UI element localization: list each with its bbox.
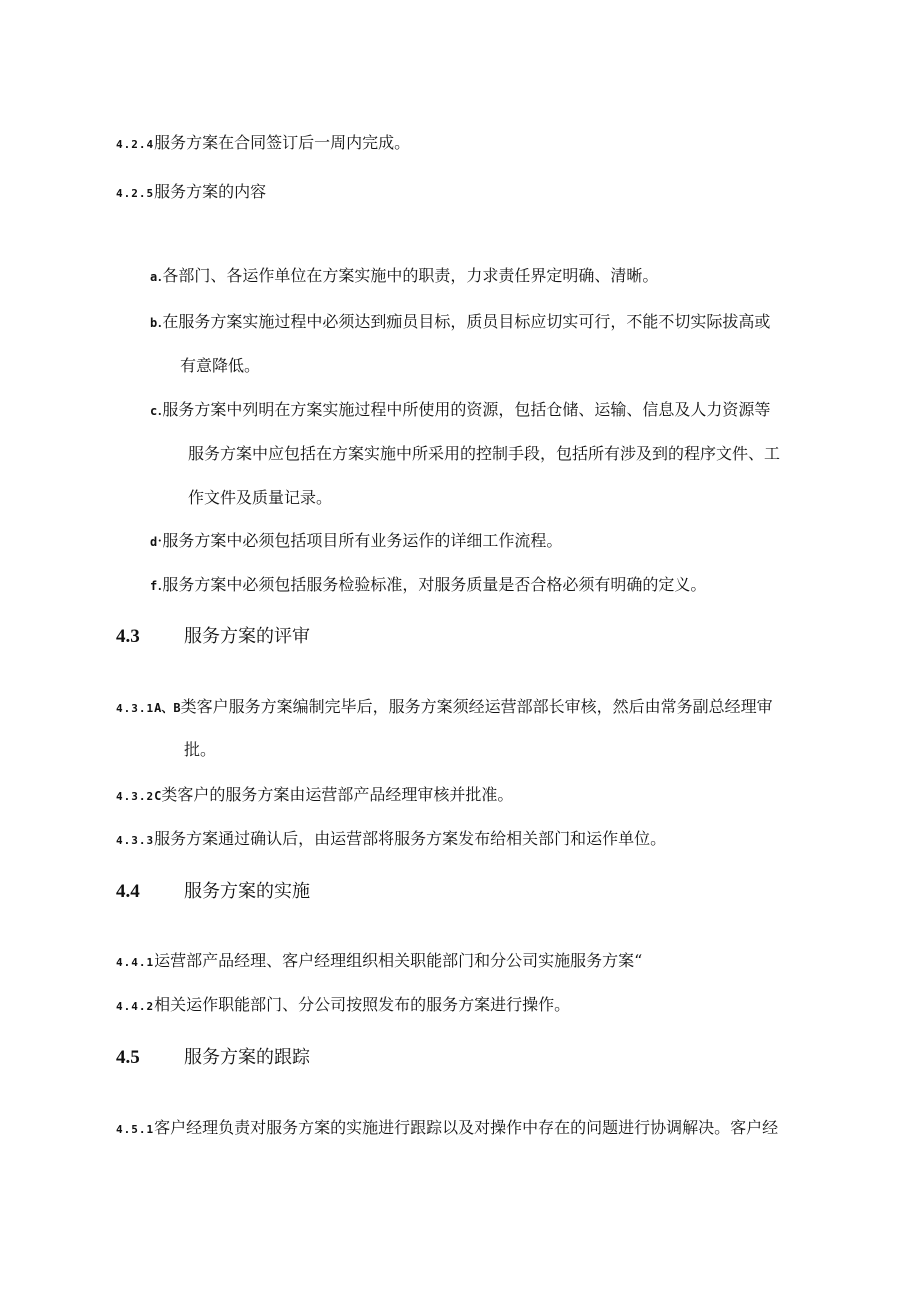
- section-heading-4-5: [116, 1045, 310, 1070]
- clause-text: 服务方案在合同签订后一周内完成。: [154, 133, 411, 152]
- clause-lead: C: [154, 789, 162, 803]
- clause-4-2-4: [116, 133, 410, 155]
- clause-number: 4.3.3: [116, 834, 155, 847]
- clause-4-4-2: [116, 995, 570, 1017]
- list-item-a: [150, 266, 658, 287]
- item-letter: a: [150, 270, 158, 284]
- list-item-b: [150, 312, 770, 333]
- list-item-f: [150, 575, 706, 596]
- clause-number: 4.3.1: [116, 702, 155, 715]
- item-text: .服务方案中必须包括服务检验标准，对服务质量是否合格必须有明确的定义。: [157, 575, 707, 594]
- list-item-b-continuation: [180, 356, 260, 376]
- clause-lead: A、B: [154, 701, 181, 715]
- clause-4-3-1: [116, 697, 773, 719]
- clause-text: 批。: [184, 740, 217, 759]
- clause-text: 服务方案的内容: [154, 182, 267, 201]
- clause-number: 4.3.2: [116, 790, 155, 803]
- item-text: 有意降低。: [180, 356, 261, 375]
- item-text: 服务方案中应包括在方案实施中所采用的控制手段，包括所有涉及到的程序文件、工: [188, 444, 781, 463]
- clause-4-3-3: [116, 829, 666, 851]
- item-text: .服务方案中列明在方案实施过程中所使用的资源，包括仓储、运输、信息及人力资源等: [157, 400, 771, 419]
- clause-4-5-1: [116, 1118, 778, 1140]
- clause-number: 4.4.1: [116, 956, 155, 969]
- item-letter: d: [150, 535, 158, 549]
- section-number: 4.4: [116, 881, 140, 902]
- clause-text: 类客户的服务方案由运营部产品经理审核并批准。: [161, 785, 514, 804]
- clause-number: 4.4.2: [116, 1000, 155, 1013]
- clause-4-4-1: [116, 951, 642, 973]
- clause-text: 类客户服务方案编制完毕后，服务方案须经运营部部长审核，然后由常务副总经理审: [180, 697, 773, 716]
- section-heading-4-4: [116, 879, 310, 904]
- clause-text: 服务方案通过确认后，由运营部将服务方案发布给相关部门和运作单位。: [154, 829, 667, 848]
- list-item-c-continuation-2: [188, 488, 332, 508]
- item-text: .在服务方案实施过程中必须达到痂员目标，质员目标应切实可行，不能不切实际拔高或: [157, 312, 771, 331]
- section-number: 4.3: [116, 626, 140, 647]
- clause-number: 4.5.1: [116, 1123, 155, 1136]
- item-letter: c: [150, 404, 158, 418]
- clause-4-3-1-continuation: [184, 740, 216, 760]
- section-title: 服务方案的跟踪: [184, 1047, 310, 1068]
- section-title: 服务方案的实施: [184, 881, 310, 902]
- list-item-d: [150, 531, 562, 552]
- section-heading-4-3: [116, 624, 310, 649]
- clause-number: 4.2.5: [116, 187, 155, 200]
- clause-4-2-5: [116, 182, 266, 204]
- list-item-c: [150, 400, 770, 421]
- item-letter: b: [150, 316, 158, 330]
- clause-4-3-2: [116, 785, 513, 807]
- clause-number: 4.2.4: [116, 138, 155, 151]
- item-text: .各部门、各运作单位在方案实施中的职责，力求责任界定明确、清晰。: [157, 266, 659, 285]
- clause-text: 客户经理负责对服务方案的实施进行跟踪以及对操作中存在的问题进行协调解决。客户经: [154, 1118, 779, 1137]
- item-text: ·服务方案中必须包括项目所有业务运作的详细工作流程。: [157, 531, 563, 550]
- list-item-c-continuation-1: [188, 444, 780, 464]
- clause-text: 相关运作职能部门、分公司按照发布的服务方案进行操作。: [154, 995, 571, 1014]
- section-title: 服务方案的评审: [184, 626, 310, 647]
- section-number: 4.5: [116, 1047, 140, 1068]
- clause-text: 运营部产品经理、客户经理组织相关职能部门和分公司实施服务方案“: [154, 951, 643, 970]
- item-letter: f: [150, 579, 158, 593]
- item-text: 作文件及质量记录。: [188, 488, 333, 507]
